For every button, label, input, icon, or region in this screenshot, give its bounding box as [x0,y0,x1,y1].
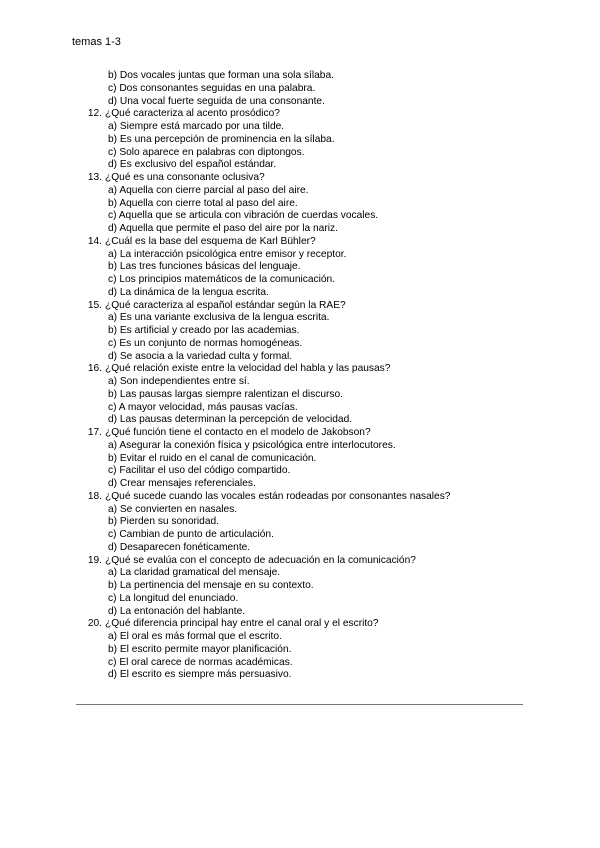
question-number: 15. [87,299,102,311]
option: c) A mayor velocidad, más pausas vacías. [108,401,298,413]
option: b) Dos vocales juntas que forman una sola sílaba. [108,70,334,81]
question-stem [72,618,532,631]
option: c) La longitud del enunciado. [108,592,239,604]
question-item [72,427,532,491]
option: a) La interacción psicológica entre emisor y receptor. [108,248,347,260]
page-title: temas 1-3 [72,36,121,48]
option: b) Las pausas largas siempre ralentizan el discurso. [108,388,343,400]
option: a) Asegurar la conexión física y psicológica entre interlocutores. [108,439,396,451]
question-number: 13. [87,172,102,183]
option: b) El escrito permite mayor planificación. [108,643,292,655]
option: a) Son independientes entre sí. [108,376,250,387]
footer-divider [76,704,523,705]
option: c) Aquella que se articula con vibración de cuerdas vocales. [108,210,379,222]
question-number: 17. [87,427,102,438]
option: a) Es una variante exclusiva de la lengua escrita. [108,312,330,324]
option: c) Es un conjunto de normas homogéneas. [108,337,303,349]
option: c) Cambian de punto de articulación. [108,529,274,540]
question-text: ¿Qué función tiene el contacto en el modelo de Jakobson? [105,427,371,438]
option: b) Evitar el ruido en el canal de comunicación. [108,452,317,464]
question-item [72,363,532,427]
option: b) Pierden su sonoridad. [108,516,219,528]
question-stem [72,300,532,313]
question-stem [72,363,532,376]
question-item [72,236,532,300]
question-item [72,300,532,364]
option: d) La entonación del hablante. [108,605,246,617]
continued-options [72,70,532,108]
option: a) La claridad gramatical del mensaje. [108,567,281,579]
option: a) Se convierten en nasales. [108,503,238,515]
question-stem [72,108,532,121]
option: c) El oral carece de normas académicas. [108,656,293,668]
option: d) Las pausas determinan la percepción de velocidad. [108,414,353,426]
question-item [72,172,532,236]
option: d) Es exclusivo del español estándar. [108,159,277,171]
question-item [72,491,532,555]
question-number: 12. [87,108,102,120]
question-stem [72,491,532,504]
question-text: ¿Qué se evalúa con el concepto de adecuación en la comunicación? [105,554,416,566]
option: d) Crear mensajes referenciales. [108,478,256,489]
option: a) Aquella con cierre parcial al paso del aire. [108,184,309,196]
question-stem [72,236,532,249]
option: b) Es una percepción de prominencia en la sílaba. [108,133,335,145]
option: a) Siempre está marcado por una tilde. [108,121,285,132]
question-number: 16. [87,363,102,375]
option: d) Aquella que permite el paso del aire por la nariz. [108,223,338,234]
question-text: ¿Qué es una consonante oclusiva? [105,172,265,183]
question-text: ¿Qué caracteriza al acento prosódico? [105,108,280,120]
question-stem [72,427,532,440]
option: b) La pertinencia del mensaje en su contexto. [108,580,314,591]
option: b) Las tres funciones básicas del lenguaje. [108,261,301,273]
option: d) El escrito es siempre más persuasivo. [108,669,292,681]
option: d) Desaparecen fonéticamente. [108,541,251,553]
question-text: ¿Cuál es la base del esquema de Karl Bühler? [105,235,316,247]
option: d) Se asocia a la variedad culta y formal. [108,350,293,362]
question-text: ¿Qué relación existe entre la velocidad del habla y las pausas? [105,363,391,375]
question-list [72,70,532,682]
option: d) La dinámica de la lengua escrita. [108,286,269,298]
option: c) Solo aparece en palabras con diptongos. [108,146,305,158]
question-text: ¿Qué sucede cuando las vocales están rodeadas por consonantes nasales? [105,490,451,502]
option: c) Dos consonantes seguidas en una palabra. [108,82,316,94]
question-number: 19. [87,554,102,566]
question-number: 20. [87,618,102,630]
question-item [72,108,532,172]
option: b) Es artificial y creado por las academias. [108,325,300,336]
question-item [72,555,532,619]
question-text: ¿Qué caracteriza al español estándar según la RAE? [105,299,346,311]
option: c) Facilitar el uso del código compartido. [108,465,291,477]
question-text: ¿Qué diferencia principal hay entre el canal oral y el escrito? [105,618,379,630]
option: c) Los principios matemáticos de la comunicación. [108,274,336,285]
question-stem [72,172,532,185]
question-number: 18. [87,490,102,502]
option: a) El oral es más formal que el escrito. [108,631,282,642]
option: b) Aquella con cierre total al paso del aire. [108,197,298,209]
question-stem [72,555,532,568]
option: d) Una vocal fuerte seguida de una consonante. [108,95,325,107]
question-number: 14. [87,235,102,247]
question-item [72,618,532,682]
